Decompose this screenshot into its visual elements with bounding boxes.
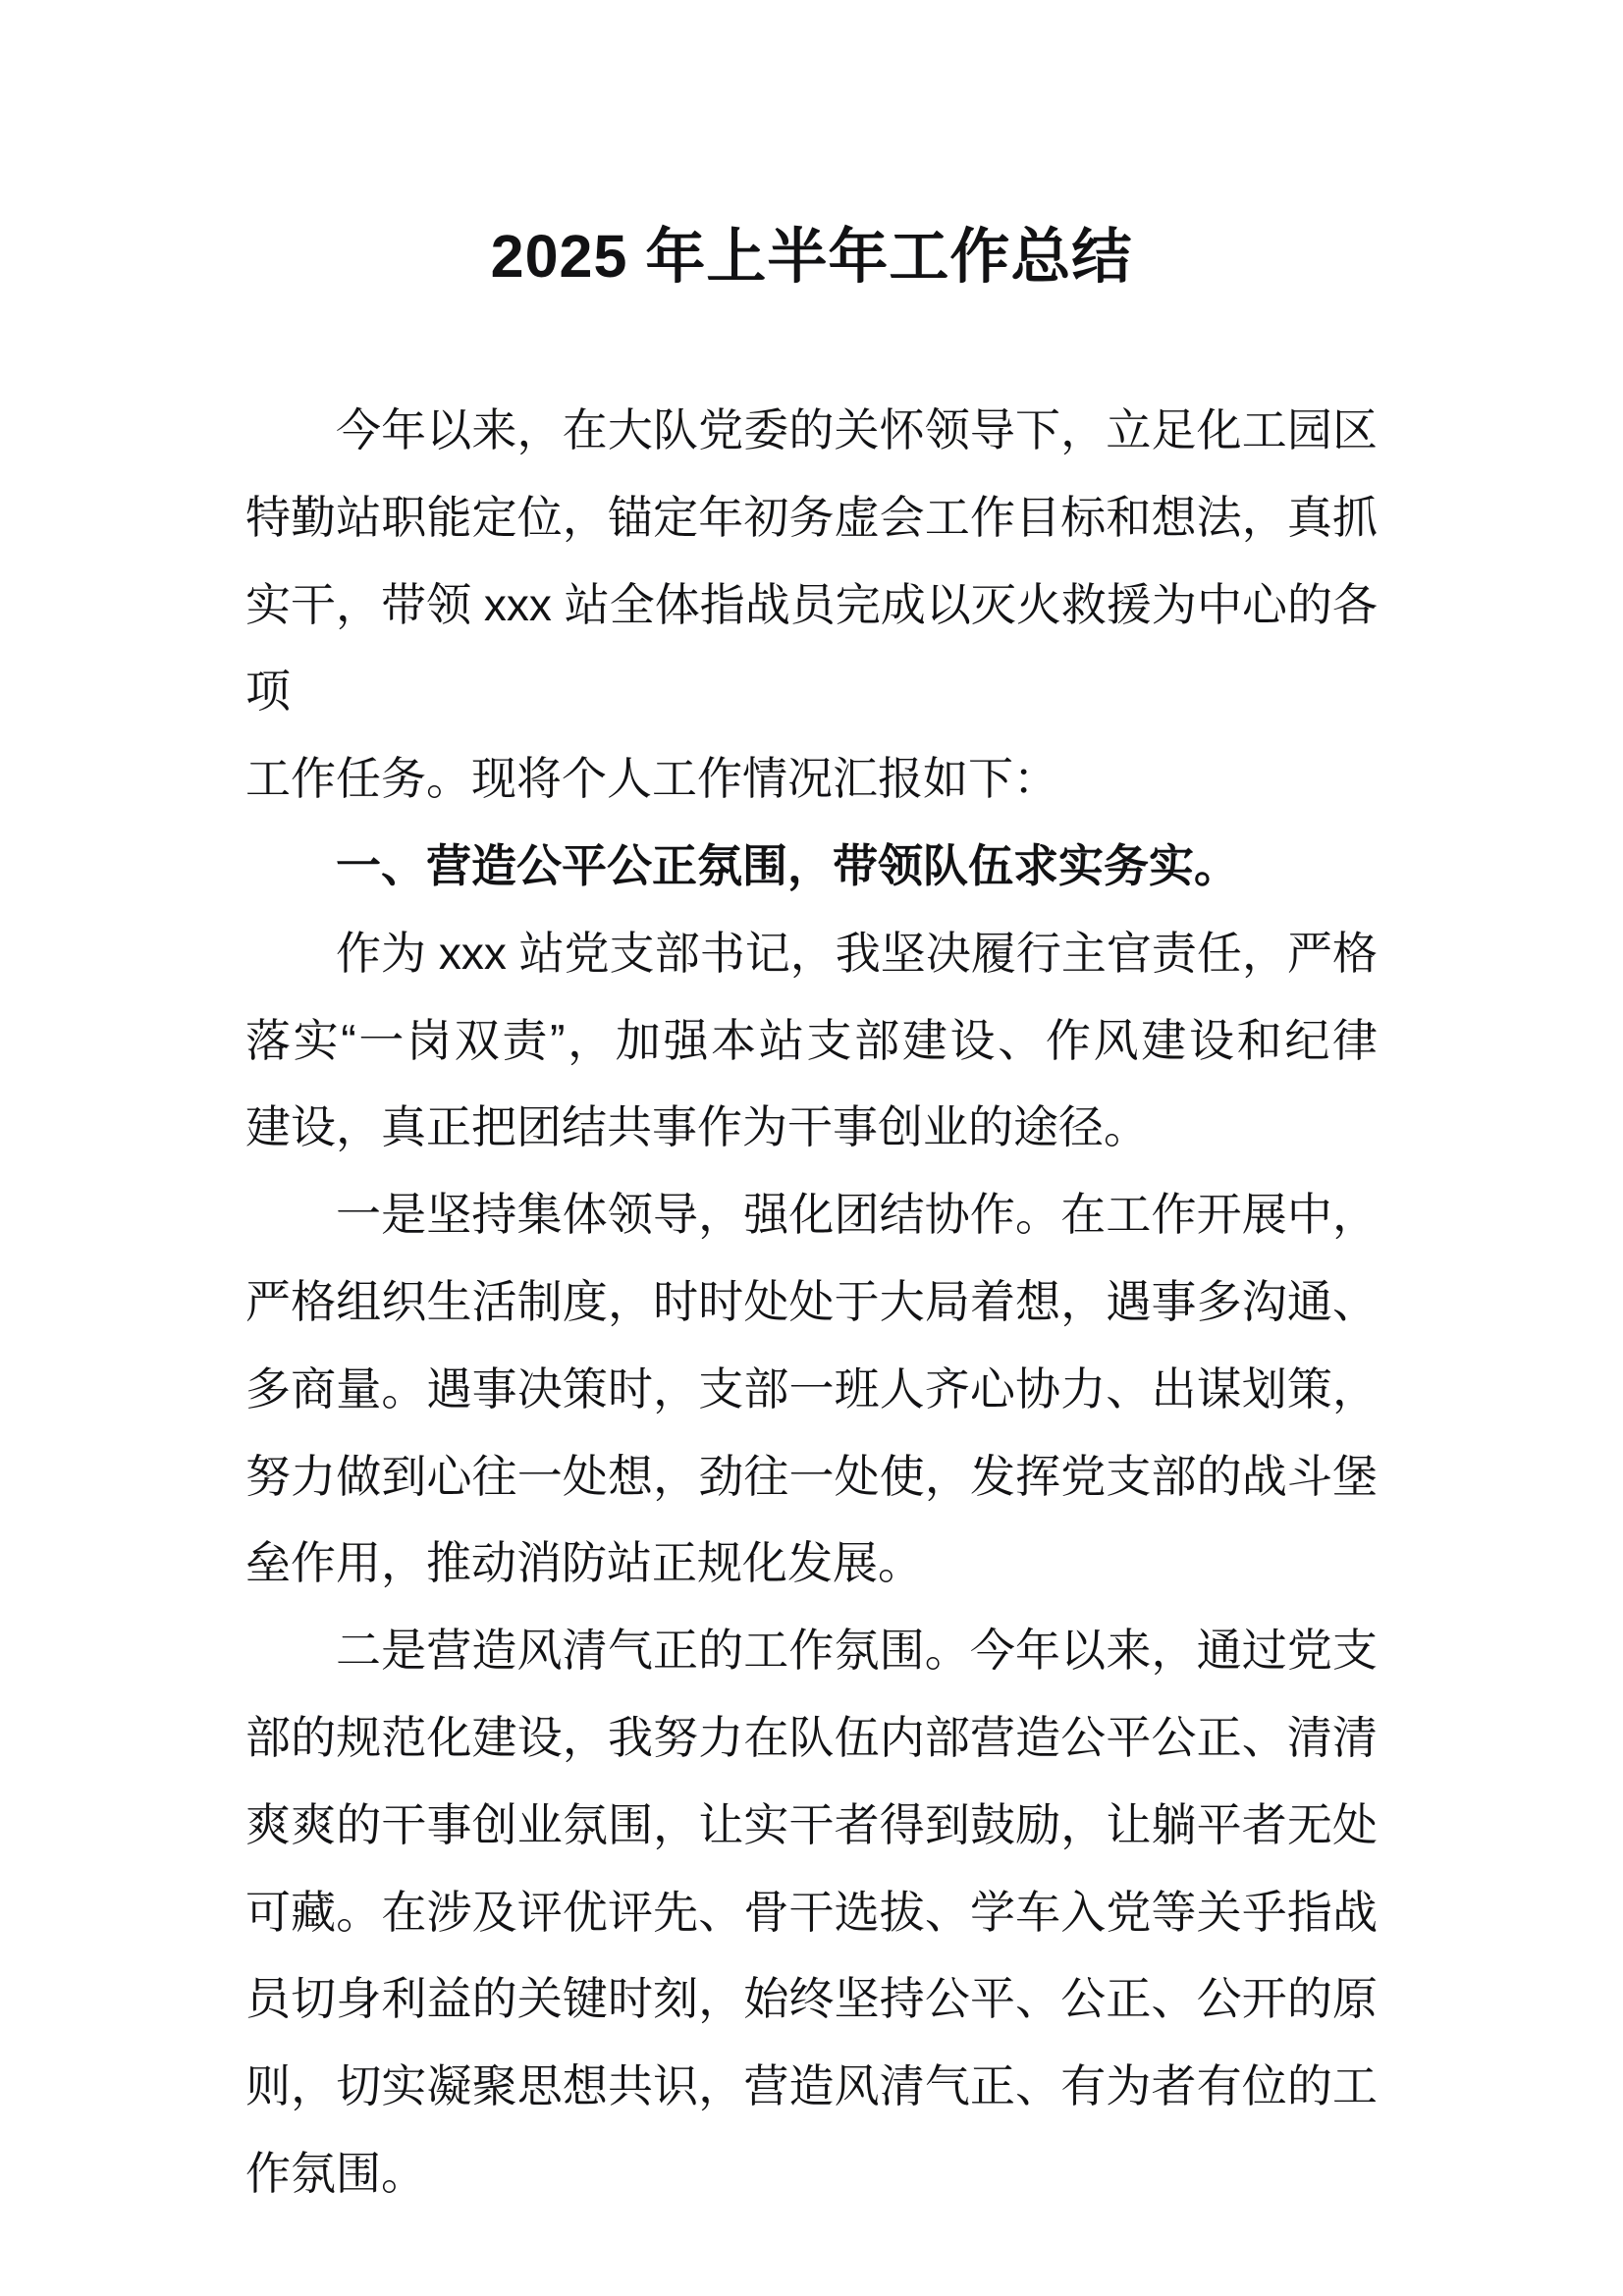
text-line: 可藏。在涉及评优评先、骨干选拔、学车入党等关乎指战 <box>245 1886 1378 1938</box>
text-line: 作为 xxx 站党支部书记，我坚决履行主官责任，严格 <box>336 927 1378 979</box>
text-line: 建设，真正把团结共事作为干事创业的途径。 <box>245 1101 1149 1153</box>
text-line: 努力做到心往一处想，劲往一处使，发挥党支部的战斗堡 <box>245 1450 1378 1502</box>
text-line: 工作任务。现将个人工作情况汇报如下： <box>245 753 1058 805</box>
document-title: 2025 年上半年工作总结 <box>490 223 1133 290</box>
document-body <box>245 387 1378 2217</box>
text-line: 实干，带领 xxx 站全体指战员完成以灭火救援为中心的各项 <box>245 578 1378 718</box>
text-line: 二是营造风清气正的工作氛围。今年以来，通过党支 <box>336 1625 1378 1677</box>
text-line: 垒作用，推动消防站正规化发展。 <box>245 1537 923 1589</box>
text-line: 严格组织生活制度，时时处处于大局着想，遇事多沟通、 <box>245 1275 1378 1327</box>
text-line: 部的规范化建设，我努力在队伍内部营造公平公正、清清 <box>245 1711 1378 1763</box>
text-line: 今年以来，在大队党委的关怀领导下，立足化工园区 <box>336 404 1378 455</box>
text-line: 一是坚持集体领导，强化团结协作。在工作开展中， <box>336 1189 1378 1241</box>
section-heading: 一、营造公平公正氛围，带领队伍求实务实。 <box>336 839 1239 891</box>
text-line: 则，切实凝聚思想共识，营造风清气正、有为者有位的工 <box>245 2060 1378 2112</box>
text-line: 落实“一岗双责”，加强本站支部建设、作风建设和纪律 <box>245 1014 1378 1066</box>
text-line: 多商量。遇事决策时，支部一班人齐心协力、出谋划策， <box>245 1362 1378 1415</box>
text-line: 作氛围。 <box>245 2147 426 2199</box>
text-line: 爽爽的干事创业氛围，让实干者得到鼓励，让躺平者无处 <box>245 1798 1378 1850</box>
text-line: 特勤站职能定位，锚定年初务虚会工作目标和想法，真抓 <box>245 491 1378 543</box>
text-line: 员切身利益的关键时刻，始终坚持公平、公正、公开的原 <box>245 1973 1378 2025</box>
